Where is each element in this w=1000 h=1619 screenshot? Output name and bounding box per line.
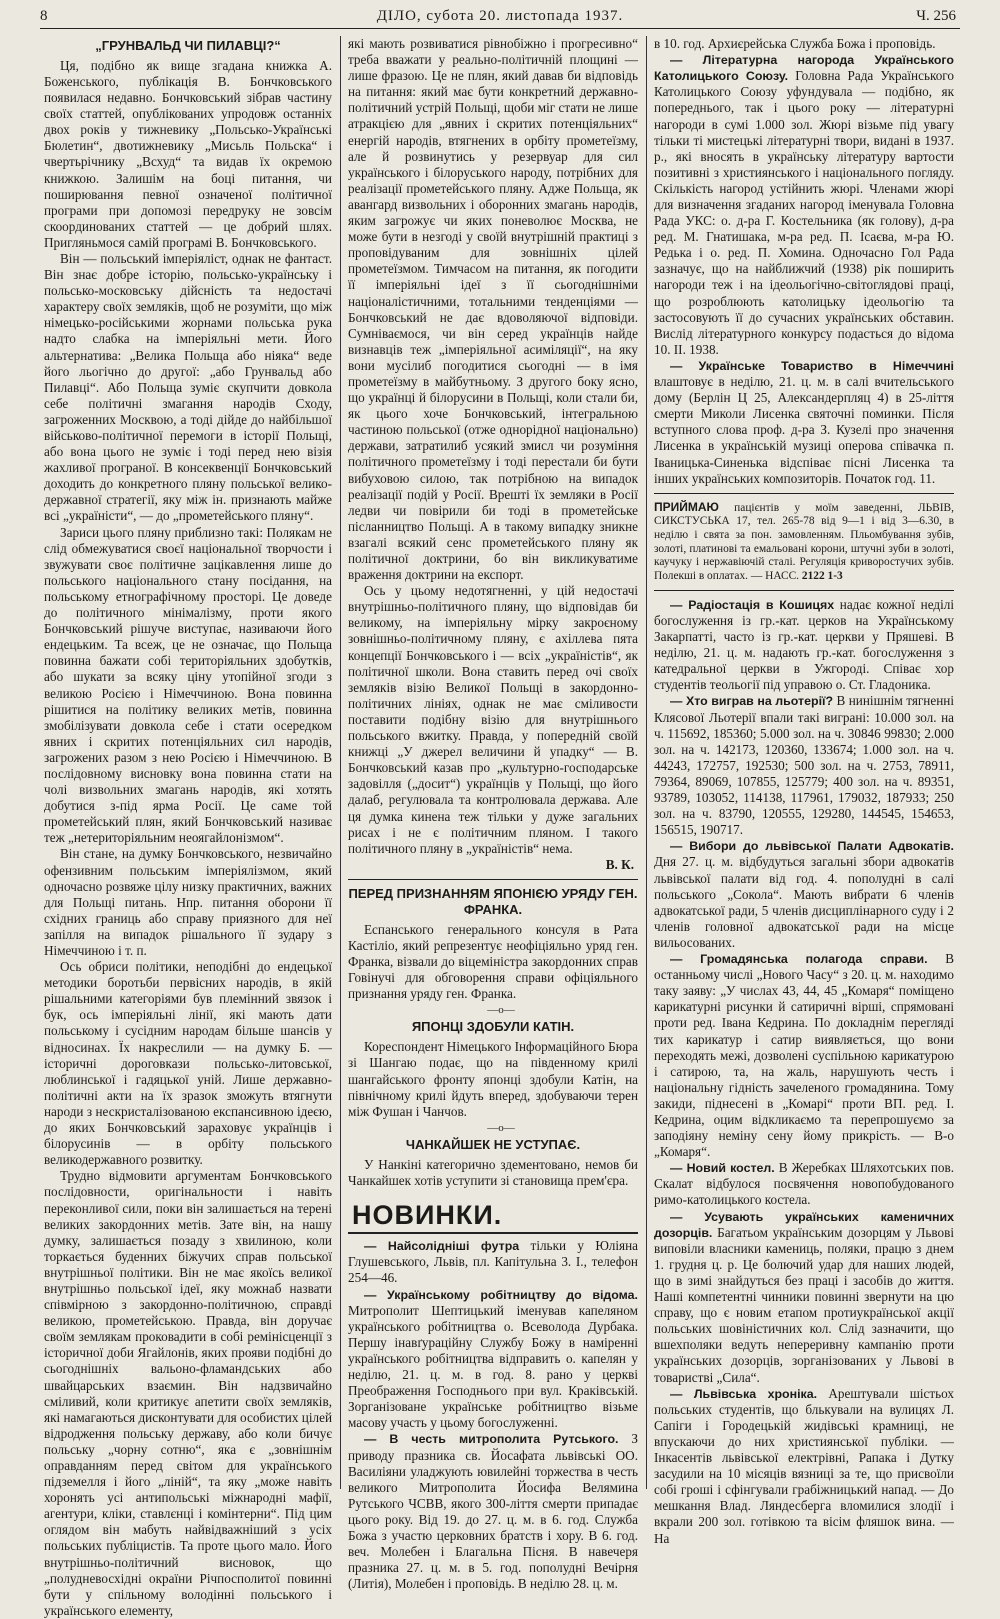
- paragraph: в 10. год. Архиєрейська Служба Божа і проповідь.: [654, 36, 936, 51]
- divider: [654, 590, 954, 591]
- paragraph: Еспанського генерального консуля в Рата Кастіліо, який репрезентує неофіціяльно уряд ген. Франка, візвали до віцеміністра закордонних справ Говінучі для обговорення справи офіціяльного признання уряду ген. Франка.: [348, 921, 638, 1001]
- news-item: [654, 1386, 954, 1547]
- paragraph: Трудно відмовити аргументам Бончковського послідовности, оригінальности і навіть переконливої сили, поки він залишається на терені великих закордонних метів. Зате він, на нашу думку, залишається позаду з хвилиною, коли торкається буденних біжучих справ польської внутрішньої політики. Він не має якоїсь великої внутрішньо польської ідеї, яку можнаб назвати співмірною з закордонно-політичною, справді великою, прометейською. Правда, він доручає своїм землякам проковадити в собі ремінісценції з історичної доби Ягайлонів, яких прояви подібні до сьогоднішніх вальоно-фламандських або швайцарських взаємин. Він надзвичайно сміливий, коли критикує апетити своїх земляків, які намагаються дисконтувати для особистих цілей відродження польську державу, або коли бичує польську „чорну сотню“, яка є „зовнішнім оправданням перед світом для українського підземелля і його „ліній“, та яку „може навіть хоронять усі антипольські міжнародні мафії, агентури, кліки, ставлєнці і комінтерни“. Під цим оглядом він мабуть найвідважніший з усіх польських публіцистів. Та проте цього мало. Його внутрішньо-політичний висновок, що „полудневосхідні окраїни Річпосполитої повинні бути у спільному володінні польського і українського елементу,: [44, 1168, 332, 1618]
- news-item: [654, 1209, 954, 1386]
- news-item-text: В нинішнім тягненні Клясової Льотерії впали такі виграні: 10.000 зол. на ч. 115692, 185360; 5.000 зол. на ч. 30846 99830; 2.000 зол. на ч. 142173, 120360, 133674; 1.000 зол. на ч. 44243, 172757, 192530; 500 зол. на ч. 2753, 78911, 79364, 89069, 107855, 125779; 400 зол. на ч. 89351, 93789, 103052, 114138, 117961, 179032, 187933; 250 зол. на ч. 83790, 120555, 129280, 144545, 154653, 156515, 190717.: [654, 693, 954, 838]
- ad-text: пацієнтів у моїм заведенні, ЛЬВІВ, СИКСТУСЬКА 17, тел. 265-78 від 9—1 і від 3—6.30, в неділю і свята за пон. замовленням. Пльомбування зубів, золоті, платинові та емальовані корони, штучні зуби в золоті, каучуку і нержавіючій сталі. Регуляція криворостучих зубів. Полекші в оплатах. — НАСС.: [654, 501, 954, 583]
- news-item-text: влаштовує в неділю, 21. ц. м. в салі вчительського дому (Берлін Ц 25, Александерпляц 4) в 25-ліття смерти Миколи Лисенка святочні поминки. Після вступного слова проф. д-ра З. Кузелі про значення Лисенка в українській музиці оперова співачка п. Іваницька-Синенька відспіває пісні Лисенка та інших українських композиторів. Початок год. 11.: [654, 374, 954, 486]
- paragraph: Кореспондент Німецького Інформаційного Бюра зі Шангаю подає, що на південному крилі шангайського фронту японці здобули Катін, на північному крилі йдуть вперед, здобуваючи терен між Фушан і Чанчов.: [348, 1039, 638, 1119]
- news-item-text: З приводу празника св. Йосафата львівські ОО. Василіяни уладжують ювилейні торжества в честь великого Митрополита Йосифа Велямина Рутського ЧСВВ, якого 300-ліття смерти припадає цього року. Від 19. до 27. ц. м. в 6. год. Служба Божа з участю церковних братств і хору. В 6. год. веч. Молебен і Благальна Пісня. В навечеря празника 27. ц. м. в 5. год. пополудні Вечірня (Литія), Молебен і проповідь. В неділю 28. ц. м.: [348, 1431, 638, 1592]
- divider: [654, 493, 954, 494]
- divider: [348, 879, 638, 880]
- news-item: [654, 597, 954, 694]
- ad-heading: ПРИЙМАЮ: [654, 499, 719, 514]
- column-2: [348, 36, 638, 1592]
- news-item: [654, 358, 954, 487]
- news-item-text: Головна Рада Українського Католицького Союзу уфундувала — подібно, як попереднього, так і цього року — літературні нагороди в сумі 1.000 зол. Жюрі візьме під увагу тільки ті мистецькі літературні твори, видані в 1937. р., які вносять в українську літературу вартости позитивні з християнського і національного погляду. Скількість нагород устійнить жюрі. Членами жюрі для визначення згаданих нагород іменувала Головна Рада УКС: о. д-ра Г. Костельника (як голову), д-ра ред. М. Гнатишака, м-ра ред. П. Ісаєва, м-ра Ю. Редька і о. ред. П. Хомина. Одночасно Гол Рада зазначує, що на найближчий (1938) рік поширить нагороди теж і на ідеольогічно-світоглядові праці, що розроблюють католицьку ідеольогію та застосовують її до сучасних українських обставин. Вислід літературного конкурсу подасться до відома 10. ІІ. 1938.: [654, 68, 954, 357]
- column-3: [654, 36, 955, 1546]
- column-1: [44, 36, 332, 1618]
- column-rule: [340, 36, 341, 1489]
- paragraph: У Нанкіні категорично здементовано, немов би Чанкайшек хотів уступити зі становища прем'єра.: [348, 1157, 638, 1189]
- advertisement: [654, 500, 954, 584]
- news-item: [348, 1287, 638, 1432]
- news-item-heading: — Літературна нагорода Українського Католицького Союзу.: [654, 53, 954, 84]
- news-item-heading: — Українське Товариство в Німеччині: [670, 358, 954, 373]
- news-item-text: надає кожної неділі богослуження із гр.-кат. церков на Українському Закарпатті, часто із гр.-кат. церкви у Пряшеві. В неділю, 21. ц. м. надають гр.-кат. богослуження з катедральної церкви в Ужгороді. Співає хор студентів теольогії під управою о. Ст. Гладоника.: [654, 596, 954, 693]
- news-item-heading: — Львівська хроніка.: [670, 1386, 818, 1401]
- paragraph: Зариси цього пляну приблизно такі: Полякам не слід обмежуватися своєї національної творчости і звужувати своє політичне зацікавлення лише до польського національного стану посідання, на польському етнографічному просторі. Це доведе до політичного мінімалізму, проти якого Бончковський рішуче виступає, називаючи його ендецьким. Та всеж, це не означає, що Польща повинна бажати собі територіяльних здобутків, або шукати за всяку ціну утопійної згоди з великою Росією і Німеччиною. Вона повинна рішитися на політику великих метів, повинна змобілізувати довкола себе і стати осередком явних і скритих потенціяльних сил народів, загрожених разом з нею Росією і Німеччиною. В послідовному висновку вона повинна стати на чолі визвольних змагань народів, які хотять добутися з-під ярма Росії. Це саме той прометейський плян, який Бончковський називає теж „нетериторіяльним неоягайлонізмом“.: [44, 524, 332, 846]
- news-item-heading: — Новий костел.: [670, 1161, 775, 1176]
- news-section-heading: НОВИНКИ.: [348, 1199, 638, 1234]
- news-item-heading: — Усувають українських каменичних дозорців.: [654, 1209, 954, 1240]
- news-item-heading: — Найсолідніші футра: [364, 1239, 520, 1254]
- page-header: [40, 6, 960, 29]
- ad-code: 2122 1-3: [801, 570, 843, 583]
- news-item-heading: — Українському робітництву до відома.: [364, 1287, 638, 1302]
- paragraph: Ось обриси політики, неподібні до ендецької методики боротьби первісних народів, в якій рішальними категоріями був племінний звязок і бук, ось імперіяльні лінії, які мають дати польському і сусідним народам більше шансів у відносинах. Їх накреслили — на думку Б. — історичні дороговкази польсько-литовської, люблинської і гадяцької уній. Лише державно-політичні акти на їх зразок зможуть втягнути народи з нескристалізованою експансивною ідеєю, до яких Бончковський зараховує українців і білорусинів — в орбіту польського великодержавного розвитку.: [44, 959, 332, 1168]
- separator: —о—: [487, 1121, 515, 1134]
- news-item: [654, 838, 954, 951]
- article-title: ЯПОНЦІ ЗДОБУЛИ КАТІН.: [411, 1019, 575, 1035]
- masthead-date: ДІЛО, субота 20. листопада 1937.: [376, 8, 624, 24]
- article-title: ПЕРЕД ПРИЗНАННЯМ ЯПОНІЄЮ УРЯДУ ГЕН. ФРАНКА.: [348, 885, 638, 917]
- news-item: [654, 693, 954, 838]
- news-item-heading: — Вибори до львівської Палати Адвокатів.: [670, 839, 954, 854]
- article-title: „ГРУНВАЛЬД ЧИ ПИЛАВЦІ?“: [95, 38, 281, 53]
- author-signature: В. К.: [605, 856, 634, 872]
- column-rule: [646, 36, 647, 1489]
- paragraph: Він стане, на думку Бончковського, незвичайно офензивним польським імперіялізмом, який одночасно розвяже цілу низку практичних, важних для Польщі питань. Нпр. питання оборони її східних границь або справу приязного для неї запілля на випадок рішального її зудару з Німеччиною і т. п.: [44, 846, 332, 959]
- news-item-text: Багатьом українським дозорцям у Львові виповіли власники камениць, поляки, працю з днем 1. грудня ц. р. Це болючий удар для наших людей, що в зимі знайдуться без праці і засобів до життя. Наші компетентні чинники повинні звернути на цю справу, що є новим етапом протиукраїнської акції польських шовіністичних кол. Слід зазначити, що вшехполяки ведуть непереривну кампанію проти українських дозорців, зорганізованих у Львові в товаристві „Сила“.: [654, 1224, 954, 1385]
- news-item-heading: — Громадянська полагода справи.: [670, 952, 928, 966]
- news-item-text: В Жеребках Шляхотських пов. Скалат відбулося посвячення новопобудованого римо-католицького костела.: [654, 1160, 954, 1208]
- news-item: [348, 1431, 638, 1592]
- news-item: [654, 1160, 954, 1208]
- article-title: ЧАНКАЙШЕК НЕ УСТУПАЄ.: [405, 1137, 581, 1153]
- paragraph: Він — польський імперіяліст, однак не фантаст. Він знає добре історію, польсько-українську і польсько-московську дійсність та недостачі характеру своїх земляків, щоб не розуміти, що між німецько-російськими жорнами польська рука надто слабка на імперіяльні мети. Його альтернатива: „Велика Польща або ніяка“ веде його льогічно до другої: „або Грунвальд або Пилавці“. Або Польща зуміє скупчити довкола себе політичні змагання народів Сходу, загроженних Москвою, а тоді дійде до найбільшої військово-політичної перемоги в історії Польщі, або вона цього не зуміє і тоді перед нею візія жахливої програної. В консеквенції Бончковський доходить до конкретного пляну польської велико-державної стратегії, яку між ін. признають майже всі „україністи“, — до „прометейського пляну“.: [44, 250, 332, 524]
- news-item-heading: — Радіостація в Кошицях: [670, 597, 835, 612]
- news-item: [348, 1238, 638, 1286]
- news-item-heading: — Хто виграв на льотерії?: [670, 694, 834, 709]
- paragraph: Ось у цьому недотягненні, у цій недостачі внутрішньо-політичного пляну, що відповідав би великому, на імперіяльну мірку закроєному зовнішньо-політичному пляну, є ахіллева пята концепції Бончковського і — всіх „україністів“, як політичної школи. Вона ставить перед очі своїх земляків візію Великої Польщі в закордонно-політичних лініях, однак не має сміливости поставити подібну візію для внутрішнього польського вжитку. Правда, у попередній своїй книжці „У джерел величини й упадку“ — В. Бончковський казав про „культурно-господарське задовілля („досит“) українців у Польщі, що його далаб, регулювала та контролювала держава. Але ця думка кинена теж тільки у дуже загальних рисах і не є політичним пляном. І такого політичного пляну в „україністів“ нема.: [348, 583, 638, 856]
- news-item-text: Дня 27. ц. м. відбудуться загальні збори адвокатів львівської палати від год. 4. пополудні в салі польського „Сокола“. Мають вибрати 6 членів адвокатської ради, 5 членів дисциплінарного суду і 2 членів головної адвокатської ради на місце вильосованих.: [654, 854, 954, 950]
- news-item-text: Арештували шістьох польських студентів, що блькували на вулицях Л. Сапіги і Городецькій жидівські крамниці, не впускаючи до них християнської публіки. — Інкасентів львівської електрівні, Рапака і Дутку засудили на 10 місяців вязниці за те, що присвоїли собі гроші і сфінгували грабіжницький напад. — До мешкання Влад. Ляндесберга вломилися злодії і вкрали 200 зол. готівкою та вісім фляшок вина. — На: [654, 1385, 955, 1546]
- news-item-text: тільки у Юліяна Глушевського, Львів, пл. Капітульна 3. І., телефон 254—46.: [348, 1238, 638, 1286]
- news-item: [654, 52, 954, 358]
- paragraph: Ця, подібно як вище згадана книжка А. Боженського, публікація В. Бончковського появилася недавно. Бончковський зібрав частину своїх статтей, опублікованих упродовж останніх двох років у тижневику „Польсько-Українські Бюлетин“, двотижневику „Мисьль Польска“ і чвертьрічнику „Всхуд“ та видав їх окремою книжкою. Залишім на боці питання, чи поширювання певної означеної політичної програми при допомозі передруку не зовсім скоординованих статтей — це добрий шлях. Пригляньмося самій програмі В. Бончковського.: [44, 57, 332, 250]
- paragraph: які мають розвиватися рівнобіжно і прогресивно“ треба вважати у реально-політичній площині — лише фразою. Це не плян, який давав би відповідь на питання: який має бути конкретний державно-політичний устрій Польщі, щоби міг стати не лише атракцією для „явних і скритих потенціяльних“ енергій народів, втягнених в орбіту прометеїзму, але й розвинутись у резервуар для сил українського і білоруського народу, потрібних для реалізації прометейського пляну. Адже Польща, як авангард визвольних і оборонних змагань народів, яким загрожує чи яких поневолює Москва, не може бути в незгоді у своїй внутрішній практиці з проповідуваним для зовнішніх цілей прометеїзмом. Тимчасом на питання, як погодити її імперіяльні ідеї з її сьогоднішніми націоналістичними, тотальними тенденціями — Бончковський не дає вдоволяючої відповіди. Сумніваємося, чи він серед українців найде визнавців теж „імперіяльної асиміляції“, на яку вони мусілиб погодитися сьогодні — в імя прометеїзму в майбутньому. З другого боку ясно, що українці й білорусини в Польщі, коли стали би, як цього хоче Бончковський, інтегральною частиною польської (отже одноріднoї національно) держави, затратилиб усякий змисл чи розуміння політичного прометеїзму і тоді перестали би бути вибуховою силою, так потрібною на випадок реалізації подій у Росії. Врешті їх земляки в Росії ледви чи повірили би тоді в прометейське післанництво Польщі. А в такому випадку зникне взагалі всякий сенс прометейського пляну як політичної доктрини, бо він викликуватиме враження доктрини на експорт.: [348, 36, 638, 583]
- news-item-text: В останньому числі „Нового Часу“ з 20. ц. м. находимо таку заяву: „У числах 43, 44, 45 „Комаря“ поміщено карикатурні рисунки й сатиричні вірші, спрямовані проти ред. Івана Кедрина. По докладнім перегляді тих карикатур і сатир виявляється, що вони переходять межі, дозволені суспільною карикатурою і сатирою, та, на жаль, нарушують честь і національну гідність зачеленого громадянина. Тому закиди, піднесені в „Комарі“ проти ВП. ред. І. Кедрина, оцим відкликаємо та перепрошуємо за заподіяну неміну сену йому прикрість. — В-о „Комаря“.: [654, 951, 955, 1160]
- issue-number: Ч. 256: [916, 8, 956, 24]
- news-item-heading: — В честь митрополита Рутського.: [364, 1432, 619, 1447]
- news-item-text: Митрополит Шептицький іменував капеляном українського робітництва о. Всеволода Дурбака. Першу інавґураційну Службу Божу в наміренні українського робітництва відправить о. капелян у неділю, 21. ц. м. в год. 8. рано у церкві Преображення Господнього при вул. Краківській. Зорганізоване українське робітництво візьме масову участь у цьому богослуженні.: [348, 1302, 638, 1431]
- page-number-left: 8: [40, 8, 48, 24]
- separator: —о—: [487, 1004, 515, 1017]
- news-item: [654, 951, 954, 1160]
